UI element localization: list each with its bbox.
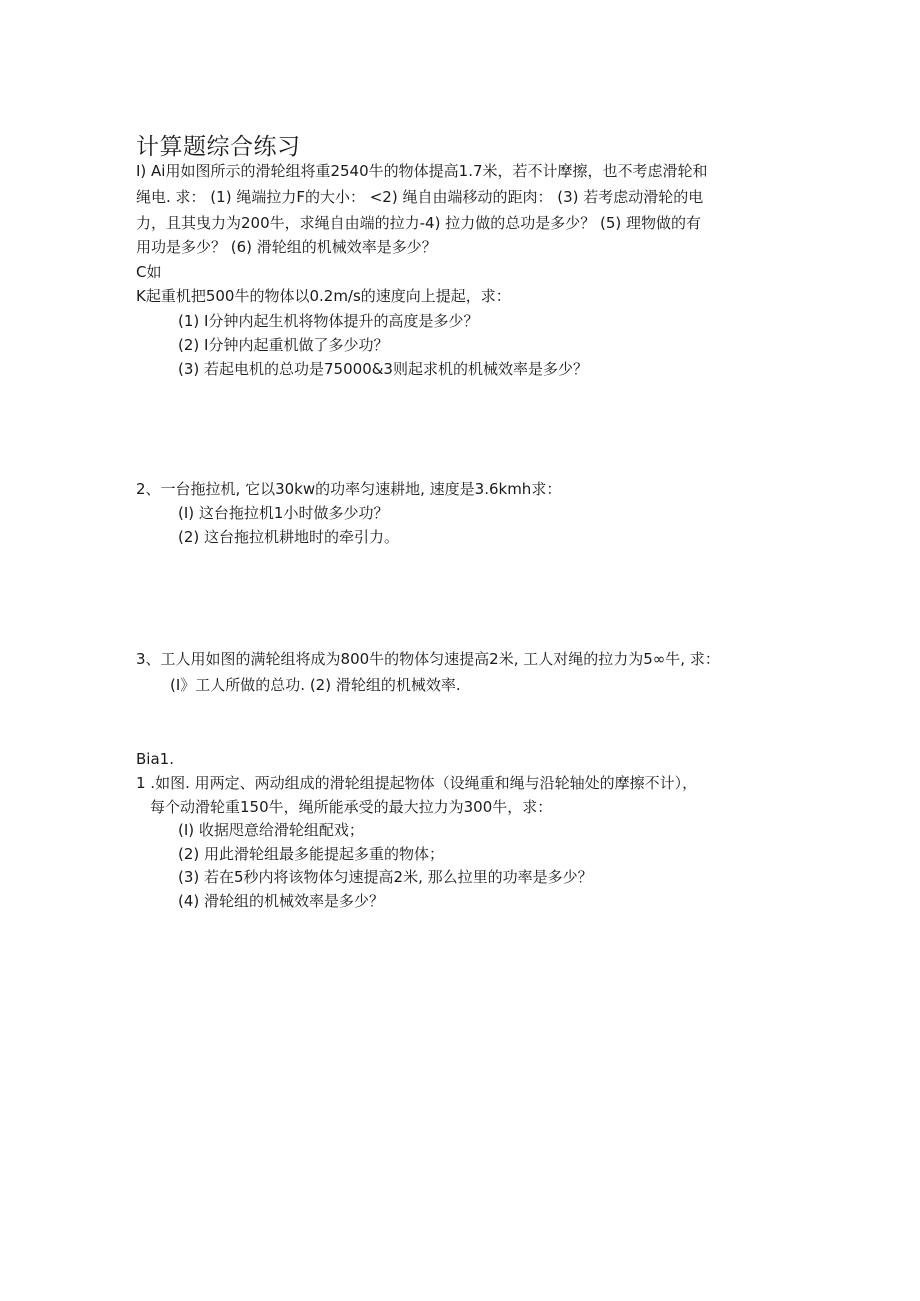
- section-bia-heading: Bia1.: [136, 750, 174, 768]
- section-bia-item: (2) 用此滑轮组最多能提起多重的物体；: [178, 845, 445, 863]
- problem-worker-item: (I》工人所做的总功. (2) 滑轮组的机械效率.: [170, 676, 461, 694]
- page-title: 计算题综合练习: [136, 134, 301, 160]
- problem-tractor-item: (2) 这台拖拉机耕地时的牵引力。: [178, 528, 400, 546]
- problem-crane-item: (1) I分钟内起生机将物体提升的高度是多少？: [178, 312, 479, 330]
- section-bia-item: (4) 滑轮组的机械效率是多少？: [178, 892, 385, 910]
- section-bia-item: (I) 收据咫意给滑轮组配戏；: [178, 821, 364, 839]
- problem-worker-statement: 3、工人用如图的满轮组将成为800牛的物体匀速提高2米, 工人对绳的拉力为5∞牛, 求：: [136, 650, 720, 668]
- section-bia-statement: 1 .如图. 用两定、两动组成的滑轮组提起物体（设绳重和绳与沿轮轴处的摩擦不计），: [136, 774, 698, 792]
- problem-tractor-statement: 2、一台拖拉机, 它以30kw的功率匀速耕地, 速度是3.6kmh求：: [136, 480, 562, 498]
- intro-line: 绳电. 求： (1) 绳端拉力F的大小： <2) 绳自由端移动的距肉： (3) 若考虑动滑轮的电: [136, 188, 704, 206]
- intro-line: 力，且其曳力为200牛，求绳自由端的拉力-4) 拉力做的总功是多少？ (5) 理物做的有: [136, 214, 701, 232]
- intro-line: I) Ai用如图所示的滑轮组将重2540牛的物体提高1.7米，若不计摩擦，也不考虑滑轮和: [136, 162, 708, 180]
- problem-tractor-item: (I) 这台拖拉机1小时做多少功？: [178, 504, 389, 522]
- problem-crane-item: (2) I分钟内起重机做了多少功？: [178, 336, 389, 354]
- problem-crane-item: (3) 若起电机的总功是75000&3则起求机的机械效率是多少？: [178, 360, 588, 378]
- intro-line: C如: [136, 263, 162, 281]
- section-bia-item: (3) 若在5秒内将该物体匀速提高2米, 那么拉里的功率是多少？: [178, 868, 593, 886]
- section-bia-statement: 每个动滑轮重150牛，绳所能承受的最大拉力为300牛，求：: [150, 798, 553, 816]
- problem-crane-statement: K起重机把500牛的物体以0.2m/s的速度向上提起，求：: [136, 287, 511, 305]
- intro-line: 用功是多少？ (6) 滑轮组的机械效率是多少？: [136, 238, 437, 256]
